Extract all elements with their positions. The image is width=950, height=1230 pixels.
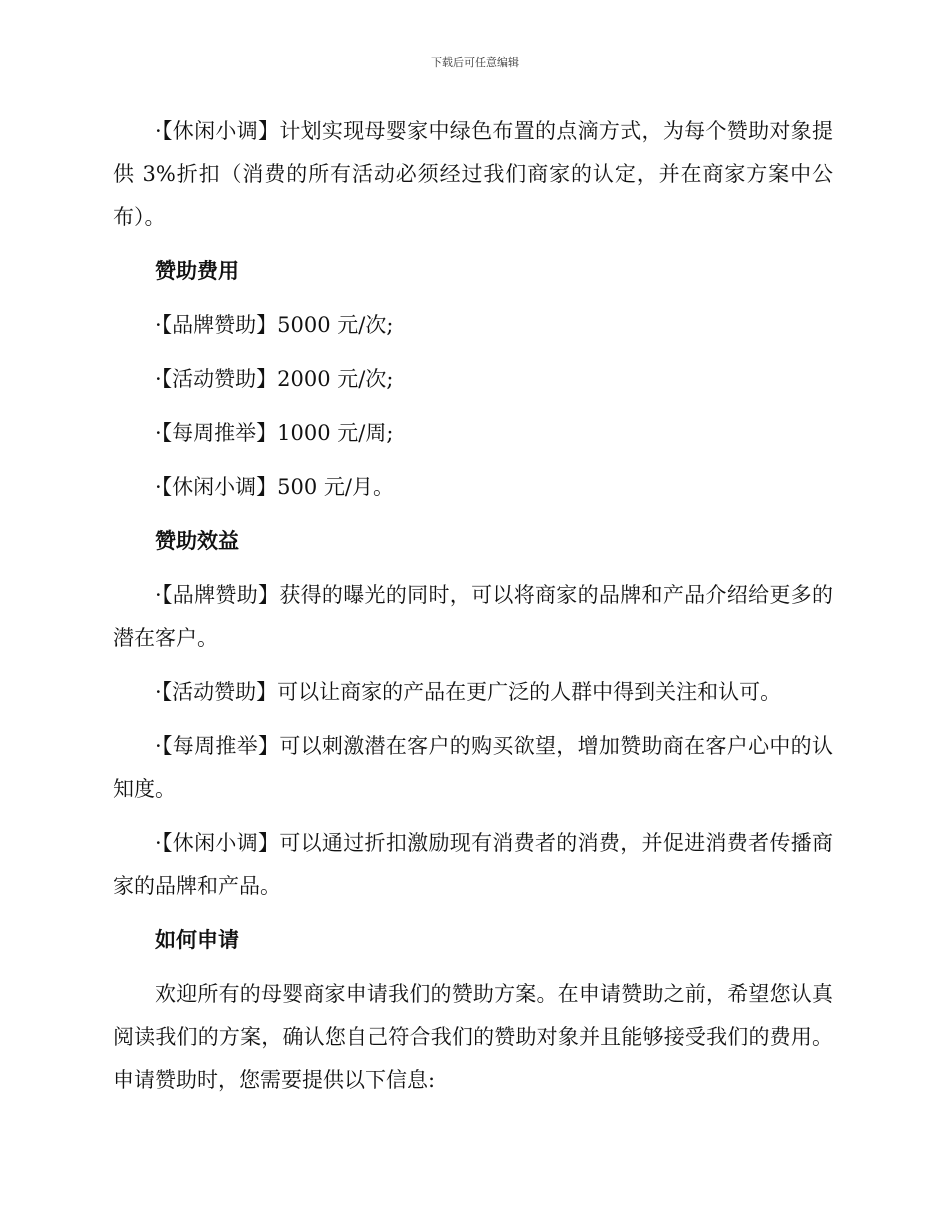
paragraph-application: 欢迎所有的母婴商家申请我们的赞助方案。在申请赞助之前，希望您认真阅读我们的方案，确认您自己符合我们的赞助对象并且能够接受我们的费用。申请赞助时，您需要提供以下信息: [113,982,833,1092]
document-body [113,110,833,1113]
list-item-leisure-fee: ·【休闲小调】500 元/月。 [155,475,395,499]
heading-sponsorship-benefits: 赞助效益 [155,529,239,553]
list-item-weekly-fee: ·【每周推举】1000 元/周; [155,421,394,445]
list-item-brand-fee: ·【品牌赞助】5000 元/次; [155,313,394,337]
list-item-event-fee: ·【活动赞助】2000 元/次; [155,367,394,391]
list-item-weekly-benefit: ·【每周推举】可以刺激潜在客户的购买欲望，增加赞助商在客户心中的认知度。 [113,734,833,801]
list-item-event-benefit: ·【活动赞助】可以让商家的产品在更广泛的人群中得到关注和认可。 [155,680,782,704]
list-item-leisure-benefit: ·【休闲小调】可以通过折扣激励现有消费者的消费，并促进消费者传播商家的品牌和产品。 [113,831,833,898]
page-header: 下载后可任意编辑 [431,56,519,69]
list-item-brand-benefit: ·【品牌赞助】获得的曝光的同时，可以将商家的品牌和产品介绍给更多的潜在客户。 [113,583,833,650]
paragraph-leisure-discount: ·【休闲小调】计划实现母婴家中绿色布置的点滴方式，为每个赞助对象提供 3%折扣（消费的所有活动必须经过我们商家的认定，并在商家方案中公布）。 [113,119,833,229]
heading-how-to-apply: 如何申请 [155,928,239,952]
heading-sponsorship-fees: 赞助费用 [155,259,239,283]
